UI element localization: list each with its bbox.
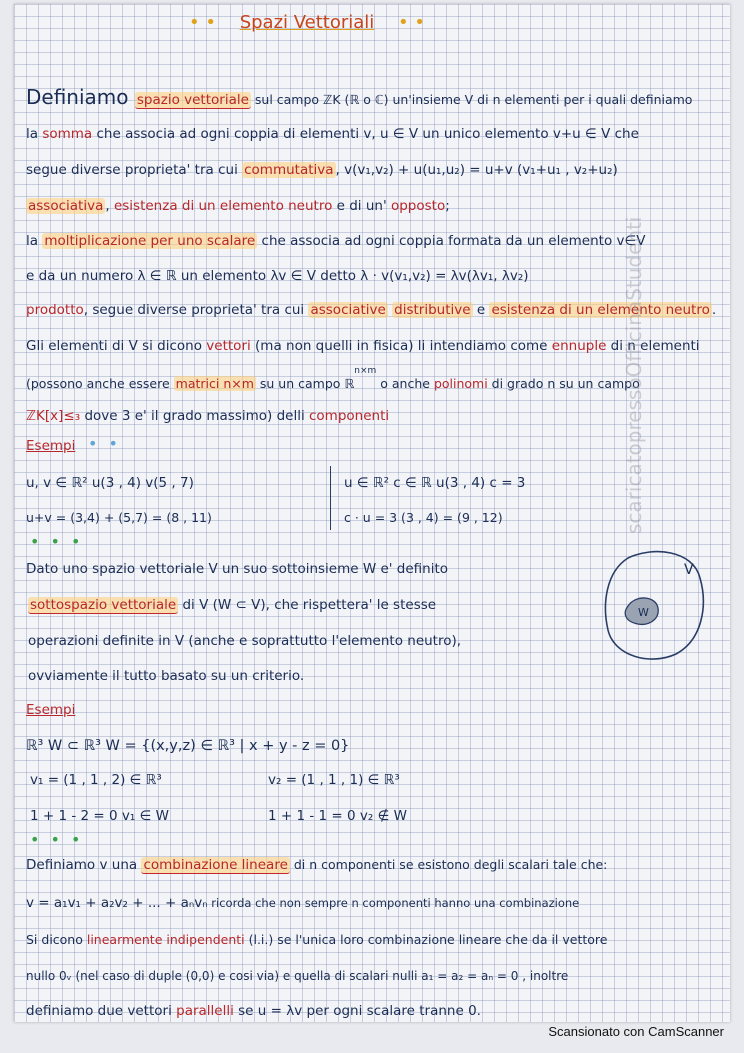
sec3-line2 — [26, 894, 579, 912]
sec1-line9 — [26, 366, 640, 393]
ex2-line2-right: v₂ = (1 , 1 , 1) ∈ ℝ³ — [268, 772, 400, 788]
text: ; — [445, 198, 450, 214]
term-ennuple: ennuple — [551, 338, 607, 354]
term-opposto: opposto — [390, 198, 446, 214]
set-w-label: W — [638, 606, 649, 619]
sec2-line2 — [28, 596, 436, 614]
sec1-line3 — [26, 161, 618, 179]
term-paralleli: parallelli — [176, 1003, 234, 1019]
sec3-line4: nullo 0ᵥ (nel caso di duple (0,0) e cosi via) e quella di scalari nulli a₁ = a₂ = aₙ = 0 , inoltre — [26, 969, 569, 983]
text: su un campo ℝ — [255, 376, 355, 392]
examples-label-1: Esempi — [26, 438, 76, 454]
text: Definiamo v una — [26, 857, 142, 873]
sec1-line8 — [26, 337, 700, 355]
ex1-left-line1: u, v ∈ ℝ² u(3 , 4) v(5 , 7) — [26, 475, 194, 491]
term-polynomial-space: ℤK[x]≤₃ — [26, 408, 81, 424]
text: se u = λv per ogni scalare tranne 0. — [233, 1003, 481, 1019]
term-somma: somma — [42, 126, 93, 142]
text: di n elementi — [606, 338, 700, 354]
term-elemento-neutro: esistenza di un elemento neutro — [113, 198, 333, 214]
label-dots: • • — [88, 434, 121, 453]
text: la — [26, 233, 43, 249]
watermark: scaricatopressoOfficinaStudenti — [622, 216, 646, 534]
sec1-line1 — [26, 85, 693, 109]
term-associative: associative — [310, 302, 386, 318]
text: , — [105, 198, 114, 214]
title-decoration-right: • • — [398, 12, 426, 33]
ex2-line1: ℝ³ W ⊂ ℝ³ W = {(x,y,z) ∈ ℝ³ | x + y - z = 0} — [26, 738, 350, 754]
sec1-line4 — [26, 197, 450, 215]
ex2-line2-left: v₁ = (1 , 1 , 2) ∈ ℝ³ — [30, 772, 162, 788]
text: ricorda che non sempre n componenti hanno una combinazione — [207, 896, 580, 910]
subspace-diagram — [598, 544, 710, 666]
text: Si dicono — [26, 932, 87, 947]
text: dove 3 e' il grado massimo) delli — [80, 408, 309, 424]
text: e da un numero λ ∈ ℝ un elemento λv ∈ V detto λ · v(v₁,v₂) = λv(λv₁, λv₂) — [26, 268, 529, 284]
ex2-line3-right: 1 + 1 - 1 = 0 v₂ ∉ W — [268, 808, 407, 824]
text: e di un' — [332, 198, 391, 214]
sec1-line7 — [26, 301, 716, 319]
title-decoration-left: • • — [189, 12, 216, 33]
sec1-line5 — [26, 232, 646, 250]
text: di n componenti se esistono degli scalari tale che: — [289, 857, 608, 872]
term-esistenza-neutro: esistenza di un elemento neutro — [491, 302, 710, 318]
text: , v(v₁,v₂) + u(u₁,u₂) = u+v (v₁+u₁ , v₂+u₂) — [335, 162, 618, 178]
formula: v = a₁v₁ + a₂v₂ + ... + aₙvₙ — [26, 895, 208, 911]
text: di grado n su un campo — [487, 376, 640, 392]
examples-divider — [330, 466, 331, 530]
text: . — [711, 302, 717, 318]
ex1-left-line2: u+v = (3,4) + (5,7) = (8 , 11) — [26, 510, 212, 525]
text: (ma non quelli in fisica) li intendiamo come — [250, 338, 552, 354]
term-matrici: matrici n×m — [175, 376, 254, 392]
sec2-line1: Dato uno spazio vettoriale V un suo sottoinsieme W e' definito — [26, 561, 449, 577]
title-text: Spazi Vettoriali — [239, 12, 375, 33]
sec1-line6 — [26, 267, 529, 285]
text: di V (W ⊂ V), che rispettera' le stesse — [178, 597, 437, 613]
section-bullets-2: • • • — [30, 830, 84, 849]
sec3-line5 — [26, 1002, 481, 1020]
sec1-line2 — [26, 125, 639, 143]
text: definiamo due vettori — [26, 1003, 177, 1019]
term-spazio-vettoriale: spazio vettoriale — [136, 92, 249, 108]
term-polinomi: polinomi — [433, 376, 488, 392]
term-commutativa: commutativa — [244, 162, 334, 178]
section-bullets-1: • • • — [30, 532, 84, 551]
sec2-line3: operazioni definite in V (anche e soprattutto l'elemento neutro), — [28, 633, 462, 649]
text: che associa ad ogni coppia di elementi v, u ∈ V un unico elemento v+u ∈ V che — [92, 126, 639, 142]
set-v-label: V — [684, 562, 694, 578]
text: (l.i.) se l'unica loro combinazione lineare che da il vettore — [244, 932, 608, 947]
text: , segue diverse proprieta' tra cui — [83, 302, 309, 318]
ex1-right-line1: u ∈ ℝ² c ∈ ℝ u(3 , 4) c = 3 — [344, 475, 526, 491]
term-combinazione-lineare: combinazione lineare — [143, 857, 288, 873]
term-distributive: distributive — [394, 302, 471, 318]
page-title — [189, 12, 425, 33]
text: segue diverse proprieta' tra cui — [26, 162, 243, 178]
sec3-line3 — [26, 931, 607, 949]
ex1-right-line2: c · u = 3 (3 , 4) = (9 , 12) — [344, 510, 503, 525]
text: Gli elementi di V si dicono — [26, 338, 207, 354]
term-componenti: componenti — [308, 408, 390, 424]
term-associativa: associativa — [28, 198, 104, 214]
text: (possono anche essere — [26, 376, 174, 392]
text: sul campo ℤK (ℝ o ℂ) un'insieme V di n elementi per i quali definiamo — [250, 92, 693, 107]
text: o anche — [376, 376, 434, 392]
text: la — [26, 126, 43, 142]
text: che associa ad ogni coppia formata da un elemento v∈V — [257, 233, 646, 249]
term-prodotto: prodotto — [26, 302, 84, 318]
term-vettori: vettori — [206, 338, 251, 354]
examples-label-2: Esempi — [26, 702, 76, 718]
text: Definiamo — [26, 85, 135, 109]
sec3-line1 — [26, 856, 607, 874]
sec2-line4: ovviamente il tutto basato su un criterio. — [28, 668, 305, 684]
term-sottospazio: sottospazio vettoriale — [30, 597, 177, 613]
text: e — [472, 302, 490, 318]
ex2-line3-left: 1 + 1 - 2 = 0 v₁ ∈ W — [30, 808, 169, 824]
notebook-page — [14, 4, 730, 1022]
sec1-line10 — [26, 407, 389, 425]
scanner-footer: Scansionato con CamScanner — [548, 1024, 724, 1039]
superscript: n×m — [354, 366, 377, 376]
term-linearmente-indipendenti: linearmente indipendenti — [86, 932, 245, 947]
term-moltiplicazione: moltiplicazione per uno scalare — [44, 233, 256, 249]
